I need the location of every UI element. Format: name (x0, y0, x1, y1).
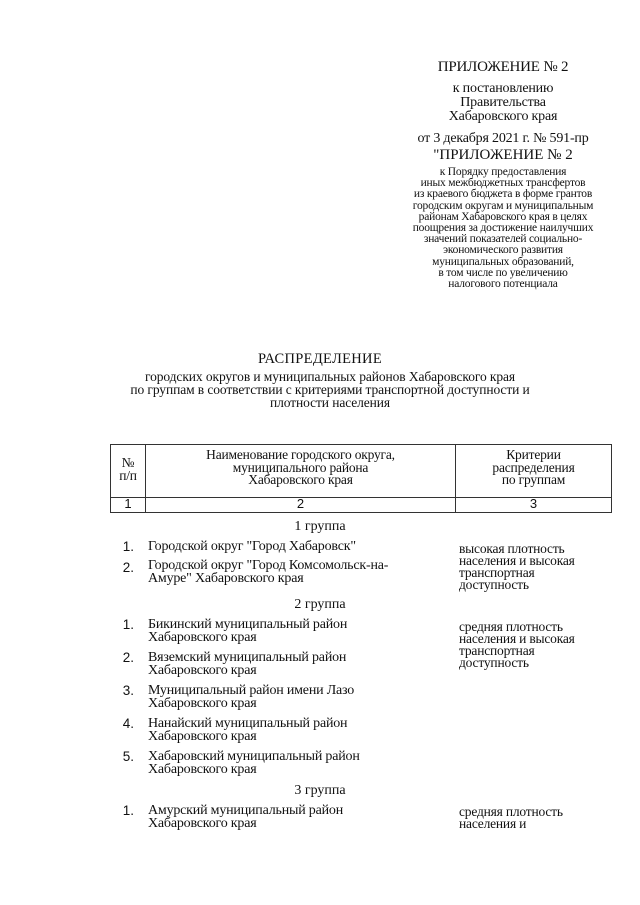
row-name-line: Хабаровского края (148, 761, 257, 777)
criteria-line: доступность (459, 655, 529, 670)
row-name-line: Амуре" Хабаровского края (148, 570, 304, 586)
row-name-line: Хабаровского края (148, 629, 257, 645)
appendix-line: Правительства (460, 95, 546, 110)
criteria-line: транспортная (459, 565, 535, 580)
row-name (148, 560, 438, 585)
appendix-line: Хабаровского края (448, 109, 558, 124)
row-name-line: Хабаровского края (148, 695, 257, 711)
inner-appendix-line: налогового потенциала (448, 278, 558, 291)
row-name-line: Бикинский муниципальный район (148, 617, 348, 632)
row-name (148, 751, 438, 776)
header-number-line: п/п (119, 467, 137, 483)
criteria-line: населения и высокая (459, 553, 575, 568)
header-criteria-line: распределения (492, 459, 575, 475)
row-name (148, 541, 438, 554)
criteria-line: средняя плотность (459, 619, 563, 634)
inner-appendix-line: иных межбюджетных трансфертов (420, 177, 586, 190)
row-name (148, 805, 438, 830)
criteria-line: транспортная (459, 643, 535, 658)
header-name-line: Наименование городского округа, (206, 447, 395, 462)
header-criteria-line: Критерии (506, 447, 561, 462)
row-name (148, 685, 438, 710)
group-criteria (459, 621, 609, 669)
header-number (111, 457, 145, 482)
row-name (148, 652, 438, 677)
table-header-row (110, 444, 612, 498)
group-criteria (459, 806, 609, 830)
header-number-line: № (121, 455, 135, 470)
appendix-header (398, 60, 608, 146)
subtitle-line: по группам в соответствии с критериями транспортной доступности и (130, 382, 530, 397)
inner-appendix-line: в том числе по увеличению (438, 266, 568, 279)
row-number: 1. (122, 803, 134, 818)
column-number: 1 (124, 496, 132, 511)
header-name-line: муниципального района (232, 459, 369, 475)
criteria-line: населения и высокая (459, 631, 575, 646)
group-label: 1 группа (294, 519, 346, 534)
row-number: 5. (122, 749, 134, 764)
row-name-line: Городской округ "Город Хабаровск" (148, 539, 356, 554)
inner-appendix-line: из краевого бюджета в форме грантов (413, 188, 593, 201)
inner-appendix-line: экономического развития (443, 244, 563, 257)
row-name-line: Городской округ "Город Комсомольск-на- (148, 558, 389, 573)
inner-appendix-text (398, 167, 608, 290)
row-name (148, 619, 438, 644)
column-number: 2 (296, 496, 305, 511)
inner-appendix-line: поощрения за достижение наилучших (412, 222, 594, 235)
inner-appendix-title: "ПРИЛОЖЕНИЕ № 2 (433, 147, 573, 163)
inner-appendix-line: муниципальных образований, (432, 255, 574, 268)
inner-appendix-header (398, 148, 608, 290)
row-name-line: Хабаровский муниципальный район (148, 749, 360, 764)
row-number: 3. (122, 683, 134, 698)
document-title: РАСПРЕДЕЛЕНИЕ (258, 351, 382, 367)
table-header (110, 444, 612, 512)
inner-appendix-line: городским округам и муниципальным (412, 199, 594, 212)
row-number: 1. (122, 617, 134, 632)
criteria-line: средняя плотность (459, 804, 563, 819)
header-criteria-line: по группам (501, 472, 566, 487)
group-label: 2 группа (294, 597, 346, 612)
column-number: 3 (529, 496, 538, 511)
criteria-line: доступность (459, 577, 529, 592)
criteria-line: населения и (459, 816, 527, 831)
row-name (148, 718, 438, 743)
appendix-date: от 3 декабря 2021 г. № 591-пр (417, 131, 589, 146)
header-name (146, 449, 455, 487)
row-number: 4. (122, 716, 134, 731)
row-name-line: Хабаровского края (148, 728, 257, 744)
appendix-line: к постановлению (452, 81, 554, 96)
subtitle-line: городских округов и муниципальных районов Хабаровского края (145, 369, 515, 384)
subtitle-line: плотности населения (269, 395, 391, 410)
row-name-line: Нанайский муниципальный район (148, 716, 348, 731)
row-name-line: Вяземский муниципальный район (148, 650, 347, 665)
row-name-line: Хабаровского края (148, 662, 257, 678)
row-name-line: Муниципальный район имени Лазо (148, 683, 355, 698)
row-name-line: Амурский муниципальный район (148, 803, 343, 818)
document-subtitle (120, 370, 540, 409)
row-number: 1. (122, 539, 134, 554)
inner-appendix-line: районам Хабаровского края в целях (418, 210, 588, 223)
group-criteria (459, 543, 609, 591)
row-name-line: Хабаровского края (148, 815, 257, 831)
table-column-numbers (110, 496, 612, 513)
inner-appendix-line: значений показателей социально- (423, 233, 583, 246)
inner-appendix-line: к Порядку предоставления (439, 166, 567, 178)
group-label: 3 группа (294, 783, 346, 798)
row-number: 2. (122, 650, 134, 665)
appendix-title: ПРИЛОЖЕНИЕ № 2 (437, 59, 569, 75)
row-number: 2. (122, 560, 134, 575)
criteria-line: высокая плотность (459, 541, 565, 556)
header-name-line: Хабаровского края (248, 472, 353, 487)
header-criteria (456, 449, 611, 487)
